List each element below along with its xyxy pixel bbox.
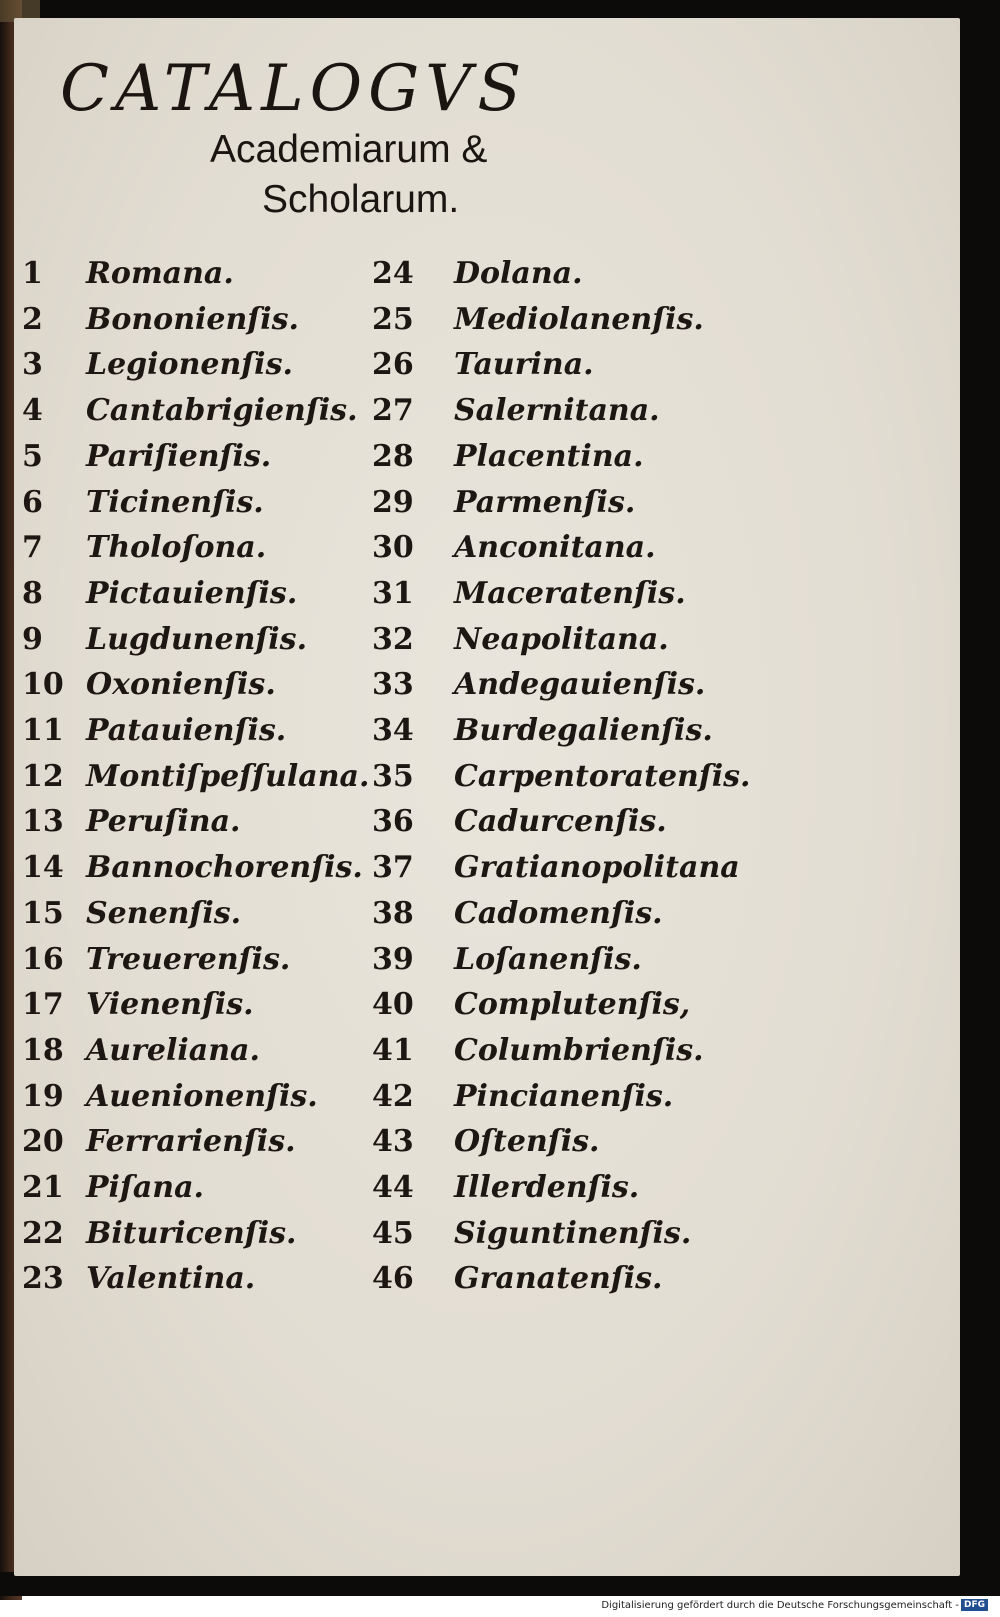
entry-number: 39 — [372, 942, 414, 977]
entry-name: Auenionenſis. — [86, 1079, 318, 1114]
entry-name: Mediolanenſis. — [454, 302, 704, 337]
entry-number: 15 — [22, 896, 64, 931]
entry-number: 31 — [372, 576, 414, 611]
entry-name: Parmenſis. — [454, 485, 636, 520]
entry-number: 18 — [22, 1033, 64, 1068]
entry-number: 28 — [372, 439, 414, 474]
entry-number: 29 — [372, 485, 414, 520]
entry-name: Lugdunenſis. — [86, 622, 308, 657]
entry-number: 8 — [22, 576, 43, 611]
entry-number: 42 — [372, 1079, 414, 1114]
entry-number: 14 — [22, 850, 64, 885]
entry-name: Oxonienſis. — [86, 667, 276, 702]
entry-name: Vienenſis. — [86, 987, 254, 1022]
entry-number: 41 — [372, 1033, 414, 1068]
entry-name: Senenſis. — [86, 896, 242, 931]
entry-number: 2 — [22, 302, 43, 337]
entry-name: Bononienſis. — [86, 302, 299, 337]
entry-number: 21 — [22, 1170, 64, 1205]
entry-number: 1 — [22, 256, 43, 291]
entry-name: Anconitana. — [454, 530, 656, 565]
entry-name: Dolana. — [454, 256, 583, 291]
entry-name: Salernitana. — [454, 393, 660, 428]
entry-number: 6 — [22, 485, 43, 520]
footer-credit-text: Digitalisierung gefördert durch die Deutsche Forschungsgemeinschaft - — [601, 1600, 959, 1611]
page-title: CATALOGVS — [60, 52, 528, 126]
entry-name: Legionenſis. — [86, 347, 293, 382]
entry-number: 4 — [22, 393, 43, 428]
entry-name: Bituricenſis. — [86, 1216, 297, 1251]
entry-number: 19 — [22, 1079, 64, 1114]
entry-name: Piſana. — [86, 1170, 204, 1205]
entry-number: 34 — [372, 713, 414, 748]
entry-number: 13 — [22, 804, 64, 839]
entry-name: Maceratenſis. — [454, 576, 686, 611]
entry-number: 24 — [372, 256, 414, 291]
entry-name: Columbrienſis. — [454, 1033, 704, 1068]
entry-name: Ferrarienſis. — [86, 1124, 296, 1159]
entry-name: Placentina. — [454, 439, 644, 474]
entry-number: 44 — [372, 1170, 414, 1205]
subtitle-line-1: Academiarum & — [210, 128, 488, 171]
entry-number: 38 — [372, 896, 414, 931]
entry-name: Loſanenſis. — [454, 942, 642, 977]
entry-name: Carpentoratenſis. — [454, 759, 751, 794]
entry-number: 43 — [372, 1124, 414, 1159]
entry-number: 9 — [22, 622, 43, 657]
entry-name: Andegauienſis. — [454, 667, 706, 702]
scan-right-edge — [958, 0, 1000, 1596]
entry-name: Tholoſona. — [86, 530, 267, 565]
entry-number: 35 — [372, 759, 414, 794]
entry-number: 12 — [22, 759, 64, 794]
entry-name: Cadurcenſis. — [454, 804, 667, 839]
entry-name: Montiſpeſſulana. — [86, 759, 370, 794]
entry-name: Pariſienſis. — [86, 439, 272, 474]
subtitle-line-2: Scholarum. — [262, 178, 460, 221]
entry-number: 20 — [22, 1124, 64, 1159]
book-page — [14, 18, 960, 1576]
entry-number: 40 — [372, 987, 414, 1022]
entry-number: 23 — [22, 1261, 64, 1296]
entry-number: 32 — [372, 622, 414, 657]
entry-name: Pictauienſis. — [86, 576, 298, 611]
entry-name: Taurina. — [454, 347, 594, 382]
entry-name: Oſtenſis. — [454, 1124, 600, 1159]
entry-number: 27 — [372, 393, 414, 428]
digitization-credit — [601, 1598, 988, 1614]
entry-name: Valentina. — [86, 1261, 256, 1296]
entry-number: 22 — [22, 1216, 64, 1251]
entry-number: 37 — [372, 850, 414, 885]
entry-name: Ticinenſis. — [86, 485, 264, 520]
entry-number: 17 — [22, 987, 64, 1022]
entry-number: 10 — [22, 667, 64, 702]
entry-number: 3 — [22, 347, 43, 382]
entry-number: 11 — [22, 713, 64, 748]
entry-name: Granatenſis. — [454, 1261, 663, 1296]
entry-name: Aureliana. — [86, 1033, 260, 1068]
entry-name: Romana. — [86, 256, 234, 291]
entry-name: Cadomenſis. — [454, 896, 663, 931]
dfg-logo: DFG — [961, 1599, 988, 1611]
entry-name: Siguntinenſis. — [454, 1216, 692, 1251]
entry-number: 16 — [22, 942, 64, 977]
entry-name: Neapolitana. — [454, 622, 669, 657]
entry-number: 45 — [372, 1216, 414, 1251]
entry-number: 5 — [22, 439, 43, 474]
entry-name: Peruſina. — [86, 804, 241, 839]
entry-number: 33 — [372, 667, 414, 702]
entry-name: Gratianopolitana — [454, 850, 740, 885]
entry-number: 46 — [372, 1261, 414, 1296]
entry-name: Pincianenſis. — [454, 1079, 674, 1114]
entry-name: Illerdenſis. — [454, 1170, 640, 1205]
entry-number: 30 — [372, 530, 414, 565]
entry-name: Bannochorenſis. — [86, 850, 363, 885]
entry-name: Cantabrigienſis. — [86, 393, 358, 428]
entry-number: 26 — [372, 347, 414, 382]
entry-name: Treuerenſis. — [86, 942, 291, 977]
entry-number: 36 — [372, 804, 414, 839]
scan-top-edge — [0, 0, 1000, 20]
entry-name: Patauienſis. — [86, 713, 287, 748]
entry-number: 25 — [372, 302, 414, 337]
entry-name: Burdegalienſis. — [454, 713, 713, 748]
entry-name: Complutenſis, — [454, 987, 691, 1022]
entry-number: 7 — [22, 530, 43, 565]
